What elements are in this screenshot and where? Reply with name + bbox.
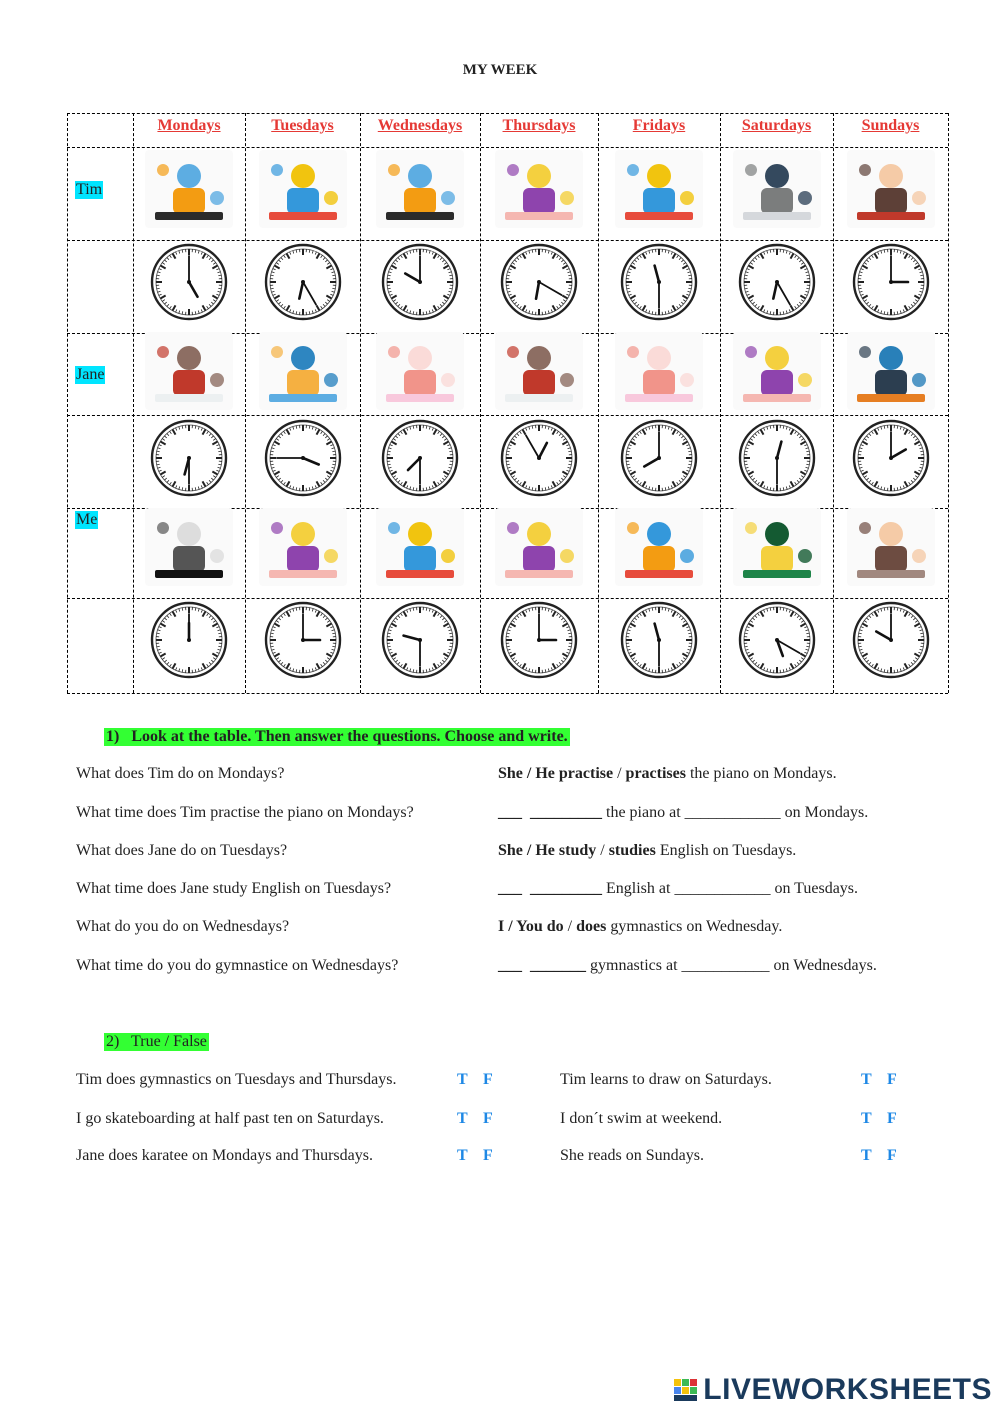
false-option[interactable]: F	[887, 1110, 897, 1127]
english-book-icon	[259, 332, 347, 410]
table-column-line	[360, 113, 361, 693]
true-option[interactable]: T	[457, 1071, 468, 1088]
cycling-icon	[847, 332, 935, 410]
table-column-line	[948, 113, 949, 693]
true-false-statement: I don´t swim at weekend.	[560, 1110, 723, 1127]
answer-rest: the piano on Mondays.	[685, 765, 837, 782]
table-column-line	[67, 113, 68, 693]
clock-icon	[737, 600, 817, 680]
clock-icon	[737, 242, 817, 322]
table-row-line	[67, 693, 948, 694]
day-header-mondays: Mondays	[157, 117, 221, 134]
answer-blank[interactable]: ___	[498, 880, 522, 897]
table-row-line	[67, 415, 948, 416]
answer-text	[498, 918, 782, 936]
clock-icon	[380, 418, 460, 498]
answer-rest: gymnastics at ___________ on Wednesdays.	[586, 957, 877, 974]
gymnastics-icon	[376, 508, 464, 586]
answer-choice[interactable]: does	[576, 918, 607, 935]
swimming-icon	[733, 508, 821, 586]
answer-separator: /	[596, 842, 609, 859]
person-label-me: Me	[76, 511, 98, 528]
answer-rest: the piano at ____________ on Mondays.	[602, 804, 869, 821]
question-text: What do you do on Wednesdays?	[76, 918, 290, 935]
piano-icon	[145, 150, 233, 228]
clock-icon	[619, 242, 699, 322]
answer-blank[interactable]: ___	[498, 957, 522, 974]
question-text: What time do you do gymnastice on Wednesdays?	[76, 957, 399, 974]
clock-icon	[851, 242, 931, 322]
answer-space	[522, 880, 530, 897]
day-header-sundays: Sundays	[861, 117, 920, 134]
answer-separator: /	[613, 765, 626, 782]
clock-icon	[263, 242, 343, 322]
answer-choice[interactable]: She / He study	[498, 842, 597, 859]
answer-rest: English at ____________ on Tuesdays.	[602, 880, 859, 897]
question-text: What does Tim do on Mondays?	[76, 765, 285, 782]
question-text: What time does Jane study English on Tuesdays?	[76, 880, 392, 897]
true-false-statement: She reads on Sundays.	[560, 1147, 704, 1164]
answer-choice[interactable]: studies	[608, 842, 656, 859]
day-header-tuesdays: Tuesdays	[271, 117, 334, 134]
answer-text	[498, 804, 868, 822]
true-option[interactable]: T	[457, 1110, 468, 1127]
day-header-saturdays: Saturdays	[741, 117, 812, 134]
page-title: MY WEEK	[462, 62, 538, 78]
false-option[interactable]: F	[483, 1110, 493, 1127]
answer-blank[interactable]: _______	[530, 957, 586, 974]
reading-icon	[259, 508, 347, 586]
true-option[interactable]: T	[457, 1147, 468, 1164]
ballet-icon	[615, 332, 703, 410]
answer-text	[498, 842, 796, 860]
true-false-statement: I go skateboarding at half past ten on Saturdays.	[76, 1110, 384, 1127]
answer-blank[interactable]: _________	[530, 880, 602, 897]
clock-icon	[499, 418, 579, 498]
true-option[interactable]: T	[861, 1147, 872, 1164]
reading-icon	[733, 332, 821, 410]
true-option[interactable]: T	[861, 1071, 872, 1088]
reading-girl-icon	[847, 150, 935, 228]
answer-choice[interactable]: practises	[625, 765, 686, 782]
task-2-heading: 2) True / False	[106, 1033, 207, 1050]
answer-rest: English on Tuesdays.	[655, 842, 797, 859]
music-notes-icon	[145, 508, 233, 586]
clock-icon	[149, 600, 229, 680]
karate-icon	[145, 332, 233, 410]
table-row-line	[67, 113, 948, 114]
answer-rest: gymnastics on Wednesday.	[606, 918, 783, 935]
clock-icon	[149, 242, 229, 322]
clock-icon	[380, 600, 460, 680]
answer-blank[interactable]: _________	[530, 804, 602, 821]
brand-name: LIVEWORKSHEETS	[703, 1373, 992, 1406]
answer-blank[interactable]: ___	[498, 804, 522, 821]
liveworksheets-logo-icon	[673, 1377, 699, 1403]
day-header-thursdays: Thursdays	[502, 117, 576, 134]
table-column-line	[245, 113, 246, 693]
day-header-fridays: Fridays	[632, 117, 686, 134]
table-column-line	[598, 113, 599, 693]
reading-icon	[495, 150, 583, 228]
table-row-line	[67, 147, 948, 148]
true-false-statement: Jane does karatee on Mondays and Thursdays.	[76, 1147, 373, 1164]
person-label-tim: Tim	[76, 181, 103, 198]
drawing-icon	[733, 150, 821, 228]
question-text: What does Jane do on Tuesdays?	[76, 842, 288, 859]
table-column-line	[720, 113, 721, 693]
false-option[interactable]: F	[887, 1071, 897, 1088]
true-false-statement: Tim does gymnastics on Tuesdays and Thursdays.	[76, 1071, 397, 1088]
false-option[interactable]: F	[483, 1071, 493, 1088]
clock-icon	[263, 600, 343, 680]
table-row-line	[67, 598, 948, 599]
table-column-line	[133, 113, 134, 693]
clock-icon	[851, 600, 931, 680]
karate-icon	[495, 332, 583, 410]
answer-space	[522, 957, 530, 974]
clock-icon	[149, 418, 229, 498]
gymnastics-icon	[615, 150, 703, 228]
answer-text	[498, 880, 858, 898]
clock-icon	[499, 600, 579, 680]
task-1-heading: 1) Look at the table. Then answer the questions. Choose and write.	[106, 728, 568, 745]
answer-text	[498, 957, 877, 975]
gymnastics-icon	[259, 150, 347, 228]
person-label-jane: Jane	[76, 366, 105, 383]
answer-separator: /	[563, 918, 577, 935]
ballet-icon	[376, 332, 464, 410]
table-row-line	[67, 240, 948, 241]
day-header-wednesdays: Wednesdays	[377, 117, 463, 134]
false-option[interactable]: F	[887, 1147, 897, 1164]
answer-choice[interactable]: She / He practise	[498, 765, 614, 782]
brand-logo	[673, 1371, 992, 1409]
clock-icon	[737, 418, 817, 498]
answer-text	[498, 765, 837, 783]
clock-icon	[619, 600, 699, 680]
clock-icon	[619, 418, 699, 498]
false-option[interactable]: F	[483, 1147, 493, 1164]
true-false-statement: Tim learns to draw on Saturdays.	[560, 1071, 772, 1088]
answer-choice[interactable]: I / You do	[498, 918, 564, 935]
answer-space	[522, 804, 530, 821]
clock-icon	[851, 418, 931, 498]
tv-icon	[847, 508, 935, 586]
piano-icon	[376, 150, 464, 228]
table-column-line	[833, 113, 834, 693]
clock-icon	[499, 242, 579, 322]
question-text: What time does Tim practise the piano on Mondays?	[76, 804, 414, 821]
skateboarding-icon	[615, 508, 703, 586]
table-column-line	[480, 113, 481, 693]
clock-icon	[263, 418, 343, 498]
true-option[interactable]: T	[861, 1110, 872, 1127]
clock-icon	[380, 242, 460, 322]
reading-icon	[495, 508, 583, 586]
